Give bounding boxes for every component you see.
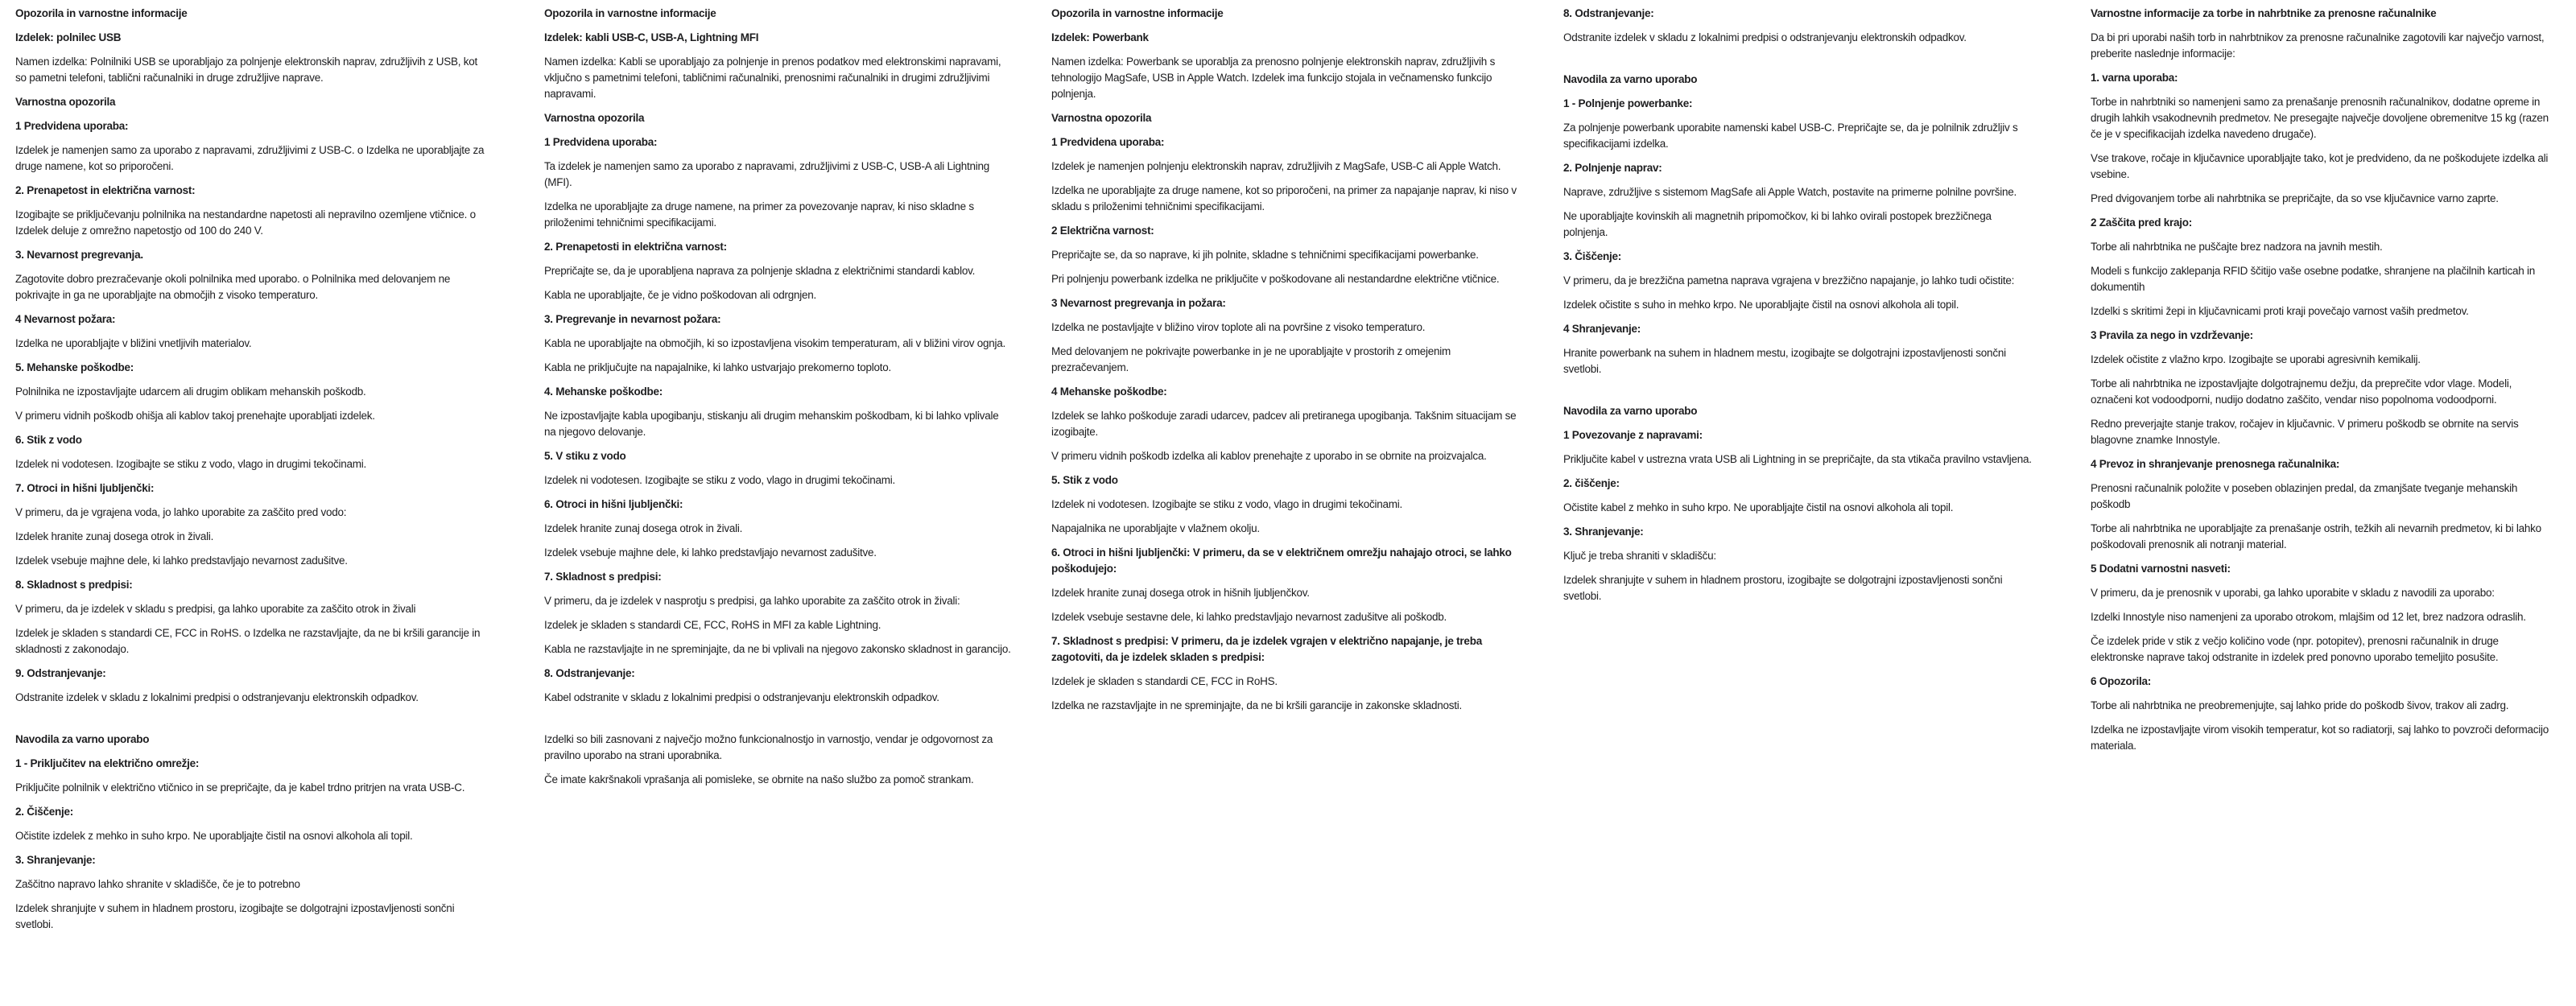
section-heading: 6 Opozorila: <box>2091 675 2152 687</box>
section-heading: Navodila za varno uporabo <box>1563 405 1698 417</box>
section-heading: 8. Odstranjevanje: <box>1563 7 1654 19</box>
paragraph: Izdelek je namenjen polnjenju elektronskih naprav, združljivih z MagSafe, USB-C ali Apple Watch. <box>1051 160 1501 172</box>
section-heading: 2 Električna varnost: <box>1051 225 1154 237</box>
paragraph: Izdelek očistite z vlažno krpo. Izogibajte se uporabi agresivnih kemikalij. <box>2091 353 2421 365</box>
paragraph: Ne uporabljajte kovinskih ali magnetnih pripomočkov, ki bi lahko ovirali postopek brezžičnega polnjenja. <box>1563 210 1992 238</box>
paragraph: Izdelki Innostyle niso namenjeni za uporabo otrokom, mlajšim od 12 let, brez nadzora odraslih. <box>2091 611 2526 623</box>
paragraph: Hranite powerbank na suhem in hladnem mestu, izogibajte se dolgotrajni izpostavljenosti sončni svetlobi. <box>1563 347 2006 375</box>
section-heading: 8. Skladnost s predpisi: <box>15 579 133 591</box>
section-heading: 1 Predvidena uporaba: <box>544 136 658 148</box>
paragraph: Izdelek se lahko poškoduje zaradi udarcev, padcev ali pretiranega upogibanja. Takšnim situacijam se izogibajte. <box>1051 410 1517 438</box>
section-heading: 1. varna uporaba: <box>2091 72 2178 84</box>
paragraph: Izdelki s skritimi žepi in ključavnicami proti kraji povečajo varnost vaših predmetov. <box>2091 305 2469 317</box>
paragraph: Prepričajte se, da je uporabljena naprava za polnjenje skladna z električnimi standardi kablov. <box>544 265 976 277</box>
document-title: Opozorila in varnostne informacije <box>15 7 188 19</box>
paragraph: Priključite kabel v ustrezna vrata USB ali Lightning in se prepričajte, da sta vtikača pravilno vstavljena. <box>1563 453 2032 465</box>
paragraph: Izdelek shranjujte v suhem in hladnem prostoru, izogibajte se dolgotrajni izpostavljenosti sončni svetlobi. <box>1563 574 2003 602</box>
paragraph: Izdelka ne postavljajte v bližino virov toplote ali na površine z visoko temperaturo. <box>1051 321 1426 333</box>
section-heading: 7. Otroci in hišni ljubljenčki: <box>15 482 155 494</box>
paragraph: Izdelek je skladen s standardi CE, FCC, RoHS in MFI za kable Lightning. <box>544 619 881 631</box>
section-heading: 3. Shranjevanje: <box>15 854 96 866</box>
paragraph: Polnilnika ne izpostavljajte udarcem ali drugim oblikam mehanskih poškodb. <box>15 385 366 398</box>
paragraph: Očistite izdelek z mehko in suho krpo. Ne uporabljajte čistil na osnovi alkohola ali topil. <box>15 830 413 842</box>
paragraph: Priključite polnilnik v električno vtičnico in se prepričajte, da je kabel trdno pritrjen na vrata USB-C. <box>15 781 465 794</box>
section-heading: Varnostna opozorila <box>1051 112 1152 124</box>
paragraph: Redno preverjajte stanje trakov, ročajev in ključavnic. V primeru poškodb se obrnite na servis blagovne znamke Innostyle. <box>2091 418 2519 446</box>
paragraph: Namen izdelka: Powerbank se uporablja za prenosno polnjenje elektronskih naprav, združljivih s tehnologijo MagSafe, USB in Apple Watch. Izdelek ima funkcijo stojala in večnamensko funkcijo polnjenja. <box>1051 56 1496 100</box>
section-heading: 3. Nevarnost pregrevanja. <box>15 249 143 261</box>
paragraph: Izdelek hranite zunaj dosega otrok in živali. <box>15 530 214 542</box>
paragraph: Če izdelek pride v stik z večjo količino vode (npr. potopitev), prenosni računalnik in druge elektronske naprave takoj odstranite in izdelek pred ponovno uporabo temeljito posušite. <box>2091 635 2499 663</box>
section-heading: 9. Odstranjevanje: <box>15 667 106 679</box>
paragraph: Torbe in nahrbtniki so namenjeni samo za prenašanje prenosnih računalnikov, dodatne opreme in drugih lahkih vsakodnevnih predmetov. Ne presegajte največje dovoljene obremenitve 15 kg (razen če je v specifikacijah izdelka navedeno drugače). <box>2091 96 2549 140</box>
section-spacer <box>1563 54 2034 72</box>
paragraph: Izdelek ni vodotesen. Izogibajte se stiku z vodo, vlago in drugimi tekočinami. <box>15 458 366 470</box>
section-heading: 7. Skladnost s predpisi: <box>544 571 662 583</box>
paragraph: Izdelka ne izpostavljajte virom visokih temperatur, kot so radiatorji, saj lahko to povzroči deformacijo materiala. <box>2091 724 2549 752</box>
text-column-laptop-bags-safety <box>2091 6 2549 762</box>
paragraph: Napajalnika ne uporabljajte v vlažnem okolju. <box>1051 522 1260 534</box>
paragraph: Izdelek je skladen s standardi CE, FCC in RoHS. o Izdelka ne razstavljajte, da ne bi kršili garancije in skladnosti z zakonodajo. <box>15 627 481 655</box>
section-heading: 3 Pravila za nego in vzdrževanje: <box>2091 329 2253 341</box>
paragraph: Vse trakove, ročaje in ključavnice uporabljajte tako, kot je predvideno, da ne poškodujete izdelka ali vsebine. <box>2091 152 2549 180</box>
paragraph: Kabla ne uporabljajte, če je vidno poškodovan ali odrgnjen. <box>544 289 816 301</box>
section-spacer <box>544 714 1011 732</box>
text-column-powerbank-safety-continued <box>1563 6 2034 612</box>
document-title: Opozorila in varnostne informacije <box>544 7 716 19</box>
paragraph: Izdelek shranjujte v suhem in hladnem prostoru, izogibajte se dolgotrajni izpostavljenosti sončni svetlobi. <box>15 902 455 930</box>
section-heading: 2. Polnjenje naprav: <box>1563 162 1662 174</box>
paragraph: Prepričajte se, da so naprave, ki jih polnite, skladne s tehničnimi specifikacijami powerbanke. <box>1051 249 1479 261</box>
paragraph: Izdelek vsebuje sestavne dele, ki lahko predstavljajo nevarnost zadušitve ali poškodb. <box>1051 611 1447 623</box>
text-column-cables-safety <box>544 6 1011 796</box>
section-heading: Izdelek: kabli USB-C, USB-A, Lightning MFI <box>544 31 759 43</box>
paragraph: Torbe ali nahrbtnika ne uporabljajte za prenašanje ostrih, težkih ali nevarnih predmetov, ki bi lahko poškodovali prenosnik ali notranji material. <box>2091 522 2541 550</box>
section-heading: 4 Mehanske poškodbe: <box>1051 385 1167 398</box>
section-heading: 5. V stiku z vodo <box>544 450 626 462</box>
paragraph: Izdelek je skladen s standardi CE, FCC in RoHS. <box>1051 675 1278 687</box>
paragraph: Pri polnjenju powerbank izdelka ne priključite v poškodovane ali nestandardne električne vtičnice. <box>1051 273 1500 285</box>
section-heading: 2. Prenapetosti in električna varnost: <box>544 241 727 253</box>
paragraph: Kabla ne uporabljajte na območjih, ki so izpostavljena visokim temperaturam, ali v bližini virov ognja. <box>544 337 1006 349</box>
paragraph: Ključ je treba shraniti v skladišču: <box>1563 550 1716 562</box>
section-heading: 6. Stik z vodo <box>15 434 82 446</box>
paragraph: Kabla ne priključujte na napajalnike, ki lahko ustvarjajo prekomerno toploto. <box>544 361 892 373</box>
section-heading: 2. čiščenje: <box>1563 477 1620 489</box>
section-heading: Varnostna opozorila <box>544 112 645 124</box>
section-heading: 7. Skladnost s predpisi: V primeru, da je izdelek vgrajen v električno napajanje, je treba zagotoviti, da je izdelek skladen s predpisi: <box>1051 635 1482 663</box>
paragraph: V primeru, da je prenosnik v uporabi, ga lahko uporabite v skladu z navodili za uporabo: <box>2091 587 2495 599</box>
document-title: Opozorila in varnostne informacije <box>1051 7 1224 19</box>
section-heading: 2 Zaščita pred krajo: <box>2091 216 2193 229</box>
section-heading: 3. Shranjevanje: <box>1563 526 1644 538</box>
paragraph: Izdelek ni vodotesen. Izogibajte se stiku z vodo, vlago in drugimi tekočinami. <box>544 474 895 486</box>
paragraph: V primeru, da je vgrajena voda, jo lahko uporabite za zaščito pred vodo: <box>15 506 347 518</box>
paragraph: Namen izdelka: Kabli se uporabljajo za polnjenje in prenos podatkov med elektronskimi napravami, vključno s pametnimi telefoni, tabličnimi računalniki, prenosnimi računalniki in drugimi združljivimi napravami. <box>544 56 1001 100</box>
paragraph: Kabel odstranite v skladu z lokalnimi predpisi o odstranjevanju elektronskih odpadkov. <box>544 691 939 703</box>
section-heading: 4. Mehanske poškodbe: <box>544 385 663 398</box>
paragraph: Pred dvigovanjem torbe ali nahrbtnika se prepričajte, da so vse ključavnice varno zaprte. <box>2091 192 2499 204</box>
section-heading: 1 - Polnjenje powerbanke: <box>1563 97 1693 109</box>
section-heading: 1 Povezovanje z napravami: <box>1563 429 1703 441</box>
paragraph: Ne izpostavljajte kabla upogibanju, stiskanju ali drugim mehanskim poškodbam, ki bi lahko vplivale na njegovo delovanje. <box>544 410 999 438</box>
section-spacer <box>1563 385 2034 403</box>
section-heading: Navodila za varno uporabo <box>15 733 150 745</box>
section-heading: 3. Čiščenje: <box>1563 250 1622 262</box>
section-heading: 6. Otroci in hišni ljubljenčki: V primeru, da se v električnem omrežju nahajajo otroci, se lahko poškodujejo: <box>1051 546 1512 575</box>
paragraph: Izdelka ne razstavljajte in ne spreminjajte, da ne bi kršili garancije in zakonske skladnosti. <box>1051 699 1463 711</box>
section-heading: Izdelek: Powerbank <box>1051 31 1149 43</box>
paragraph: V primeru vidnih poškodb ohišja ali kablov takoj prenehajte uporabljati izdelek. <box>15 410 375 422</box>
text-column-usb-charger-safety <box>15 6 486 941</box>
paragraph: Izdelek je namenjen samo za uporabo z napravami, združljivimi z USB-C. o Izdelka ne uporabljajte za druge namene, kot so priporočeni. <box>15 144 485 172</box>
paragraph: Izdelki so bili zasnovani z največjo možno funkcionalnostjo in varnostjo, vendar je odgovornost za pravilno uporabo na strani uporabnika. <box>544 733 993 761</box>
paragraph: Zaščitno napravo lahko shranite v skladišče, če je to potrebno <box>15 878 300 890</box>
paragraph: Namen izdelka: Polnilniki USB se uporabljajo za polnjenje elektronskih naprav, združljivih z USB, kot so pametni telefoni, tablični računalniki in druge združljive naprave. <box>15 56 478 84</box>
section-heading: 3. Pregrevanje in nevarnost požara: <box>544 313 721 325</box>
text-column-powerbank-safety <box>1051 6 1522 722</box>
paragraph: Očistite kabel z mehko in suho krpo. Ne uporabljajte čistil na osnovi alkohola ali topil. <box>1563 501 1954 513</box>
section-heading: 8. Odstranjevanje: <box>544 667 635 679</box>
paragraph: Da bi pri uporabi naših torb in nahrbtnikov za prenosne računalnike zagotovili kar največjo varnost, preberite naslednje informacije: <box>2091 31 2545 60</box>
paragraph: Za polnjenje powerbank uporabite namenski kabel USB-C. Prepričajte se, da je polnilnik združljiv s specifikacijami izdelka. <box>1563 122 2018 150</box>
section-heading: 6. Otroci in hišni ljubljenčki: <box>544 498 683 510</box>
paragraph: V primeru, da je izdelek v nasprotju s predpisi, ga lahko uporabite za zaščito otrok in živali: <box>544 595 960 607</box>
paragraph: Izdelek hranite zunaj dosega otrok in živali. <box>544 522 743 534</box>
paragraph: Modeli s funkcijo zaklepanja RFID ščitijo vaše osebne podatke, shranjene na plačilnih karticah in dokumentih <box>2091 265 2536 293</box>
paragraph: Izdelka ne uporabljajte za druge namene, na primer za povezovanje naprav, ki niso skladne s priloženimi tehničnimi specifikacijami. <box>544 200 974 229</box>
section-heading: 4 Shranjevanje: <box>1563 323 1641 335</box>
section-spacer <box>15 714 486 732</box>
document-title: Varnostne informacije za torbe in nahrbtnike za prenosne računalnike <box>2091 7 2437 19</box>
section-heading: 5 Dodatni varnostni nasveti: <box>2091 563 2231 575</box>
section-heading: 4 Prevoz in shranjevanje prenosnega računalnika: <box>2091 458 2340 470</box>
paragraph: Izdelek ni vodotesen. Izogibajte se stiku z vodo, vlago in drugimi tekočinami. <box>1051 498 1402 510</box>
paragraph: V primeru, da je brezžična pametna naprava vgrajena v brezžično napajanje, jo lahko tudi očistite: <box>1563 274 2015 287</box>
section-heading: 5. Stik z vodo <box>1051 474 1118 486</box>
section-heading: 1 Predvidena uporaba: <box>15 120 129 132</box>
paragraph: Torbe ali nahrbtnika ne izpostavljajte dolgotrajnemu dežju, da preprečite vdor vlage. Modeli, označeni kot vodoodporni, nudijo dodatno zaščito, vendar niso popolnoma vodoodporni. <box>2091 377 2512 406</box>
section-heading: Izdelek: polnilec USB <box>15 31 122 43</box>
paragraph: Torbe ali nahrbtnika ne preobremenjujte, saj lahko pride do poškodb šivov, trakov ali zadrg. <box>2091 699 2509 711</box>
paragraph: Torbe ali nahrbtnika ne puščajte brez nadzora na javnih mestih. <box>2091 241 2383 253</box>
paragraph: Ta izdelek je namenjen samo za uporabo z napravami, združljivimi z USB-C, USB-A ali Lightning (MFI). <box>544 160 990 188</box>
paragraph: Izogibajte se priključevanju polnilnika na nestandardne napetosti ali nepravilno ozemljene vtičnice. o Izdelek deluje z omrežno napetostjo od 100 do 240 V. <box>15 208 476 237</box>
paragraph: Izdelka ne uporabljajte v bližini vnetljivih materialov. <box>15 337 252 349</box>
paragraph: Odstranite izdelek v skladu z lokalnimi predpisi o odstranjevanju elektronskih odpadkov. <box>15 691 419 703</box>
paragraph: V primeru, da je izdelek v skladu s predpisi, ga lahko uporabite za zaščito otrok in živali <box>15 603 416 615</box>
section-heading: 2. Prenapetost in električna varnost: <box>15 184 196 196</box>
paragraph: Izdelek hranite zunaj dosega otrok in hišnih ljubljenčkov. <box>1051 587 1310 599</box>
section-heading: 1 Predvidena uporaba: <box>1051 136 1165 148</box>
paragraph: Med delovanjem ne pokrivajte powerbanke in je ne uporabljajte v prostorih z omejenim prezračevanjem. <box>1051 345 1451 373</box>
section-heading: Varnostna opozorila <box>15 96 116 108</box>
section-heading: 1 - Priključitev na električno omrežje: <box>15 757 200 769</box>
section-heading: 4 Nevarnost požara: <box>15 313 116 325</box>
section-heading: Navodila za varno uporabo <box>1563 73 1698 85</box>
paragraph: Prenosni računalnik položite v poseben oblazinjen predal, da zmanjšate tveganje mehanskih poškodb <box>2091 482 2518 510</box>
section-heading: 5. Mehanske poškodbe: <box>15 361 134 373</box>
paragraph: Odstranite izdelek v skladu z lokalnimi predpisi o odstranjevanju elektronskih odpadkov. <box>1563 31 1967 43</box>
paragraph: Naprave, združljive s sistemom MagSafe ali Apple Watch, postavite na primerne polnilne površine. <box>1563 186 2017 198</box>
paragraph: Če imate kakršnakoli vprašanja ali pomisleke, se obrnite na našo službo za pomoč strankam. <box>544 773 974 785</box>
paragraph: Zagotovite dobro prezračevanje okoli polnilnika med uporabo. o Polnilnika med delovanjem ne pokrivajte in ga ne uporabljajte na območjih z visoko temperaturo. <box>15 273 451 301</box>
paragraph: Izdelek očistite s suho in mehko krpo. Ne uporabljajte čistil na osnovi alkohola ali topil. <box>1563 299 1959 311</box>
paragraph: Izdelek vsebuje majhne dele, ki lahko predstavljajo nevarnost zadušitve. <box>544 546 877 559</box>
paragraph: Kabla ne razstavljajte in ne spreminjajte, da ne bi vplivali na njegovo zakonsko skladnost in garancijo. <box>544 643 1011 655</box>
paragraph: Izdelka ne uporabljajte za druge namene, kot so priporočeni, na primer za napajanje naprav, ki niso v skladu s priloženimi tehničnimi specifikacijami. <box>1051 184 1517 212</box>
paragraph: V primeru vidnih poškodb izdelka ali kablov prenehajte z uporabo in se obrnite na proizvajalca. <box>1051 450 1487 462</box>
paragraph: Izdelek vsebuje majhne dele, ki lahko predstavljajo nevarnost zadušitve. <box>15 555 348 567</box>
section-heading: 3 Nevarnost pregrevanja in požara: <box>1051 297 1226 309</box>
section-heading: 2. Čiščenje: <box>15 806 74 818</box>
